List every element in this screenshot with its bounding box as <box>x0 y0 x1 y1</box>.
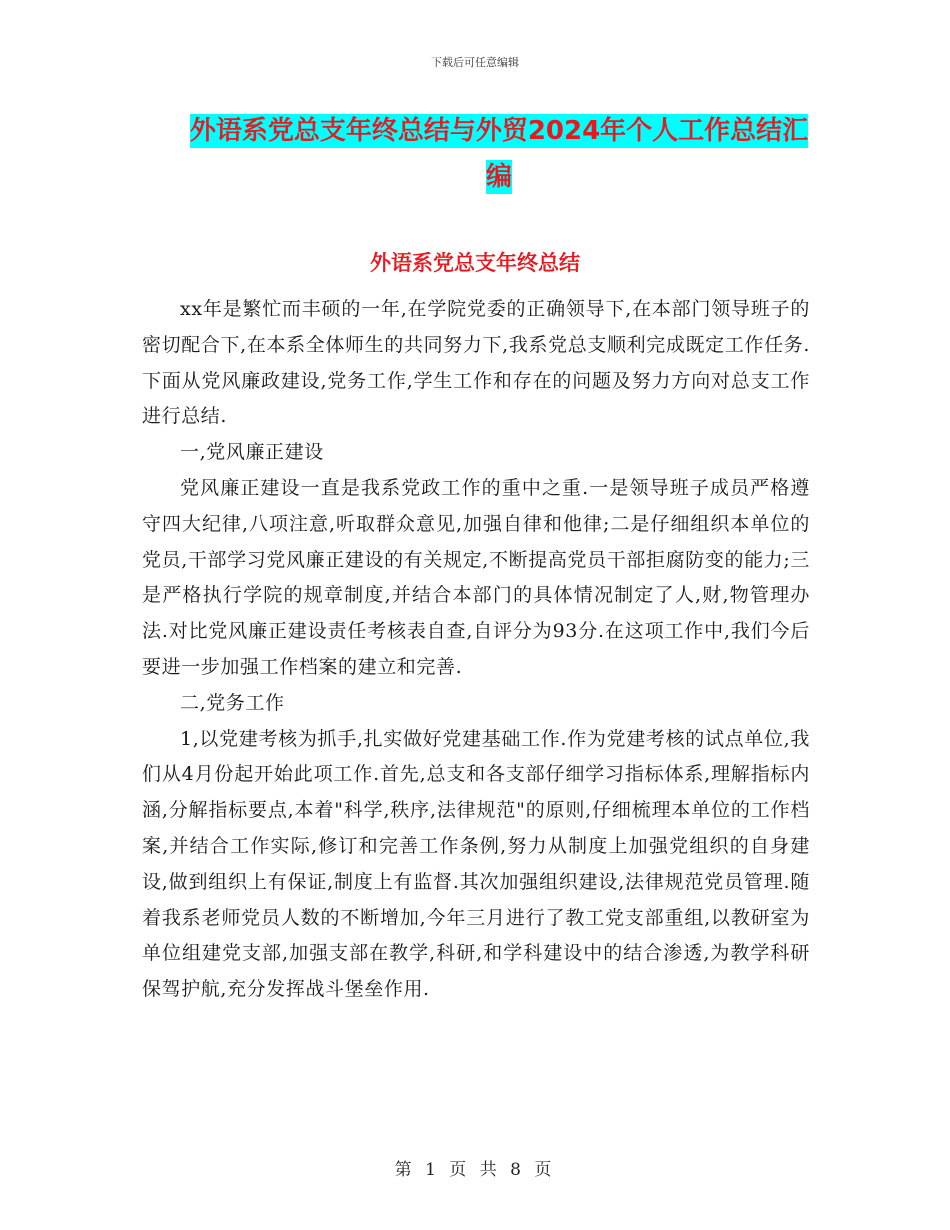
paragraph-party-affairs: 1,以党建考核为抓手,扎实做好党建基础工作.作为党建考核的试点单位,我们从4月份起开始此项工作.首先,总支和各支部仔细学习指标体系,理解指标内涵,分解指标要点,本着"科学,秩序,法律规范"的原则,仔细梳理本单位的工作档案,并结合工作实际,修订和完善工作条例,努力从制度上加强党组织的自身建设,做到组织上有保证,制度上有监督.其次加强组织建设,法律规范党员管理.随着我系老师党员人数的不断增加,今年三月进行了教工党支部重组,以教研室为单位组建党支部,加强支部在教学,科研,和学科建设中的结合渗透,为教学科研保驾护航,充分发挥战斗堡垒作用. <box>142 727 810 1001</box>
section-title: 外语系党总支年终总结 <box>370 251 580 275</box>
heading-party-integrity: 一,党风廉正建设 <box>180 441 324 464</box>
document-title <box>188 108 810 200</box>
heading-party-affairs: 二,党务工作 <box>180 691 285 714</box>
document-body <box>142 292 810 1008</box>
page-footer: 第 1 页 共 8 页 <box>394 1160 556 1180</box>
header-note: 下载后可任意编辑 <box>431 56 519 69</box>
document-title-text: 外语系党总支年终总结与外贸2024年个人工作总结汇编 <box>189 116 809 192</box>
paragraph-intro: xx年是繁忙而丰硕的一年,在学院党委的正确领导下,在本部门领导班子的密切配合下,在本系全体师生的共同努力下,我系党总支顺利完成既定工作任务.下面从党风廉政建设,党务工作,学生工作和存在的问题及努力方向对总支工作进行总结. <box>142 298 810 428</box>
paragraph-party-integrity: 党风廉正建设一直是我系党政工作的重中之重.一是领导班子成员严格遵守四大纪律,八项注意,听取群众意见,加强自律和他律;二是仔细组织本单位的党员,干部学习党风廉正建设的有关规定,不断提高党员干部拒腐防变的能力;三是严格执行学院的规章制度,并结合本部门的具体情况制定了人,财,物管理办法.对比党风廉正建设责任考核表自查,自评分为93分.在这项工作中,我们今后要进一步加强工作档案的建立和完善. <box>142 476 810 678</box>
